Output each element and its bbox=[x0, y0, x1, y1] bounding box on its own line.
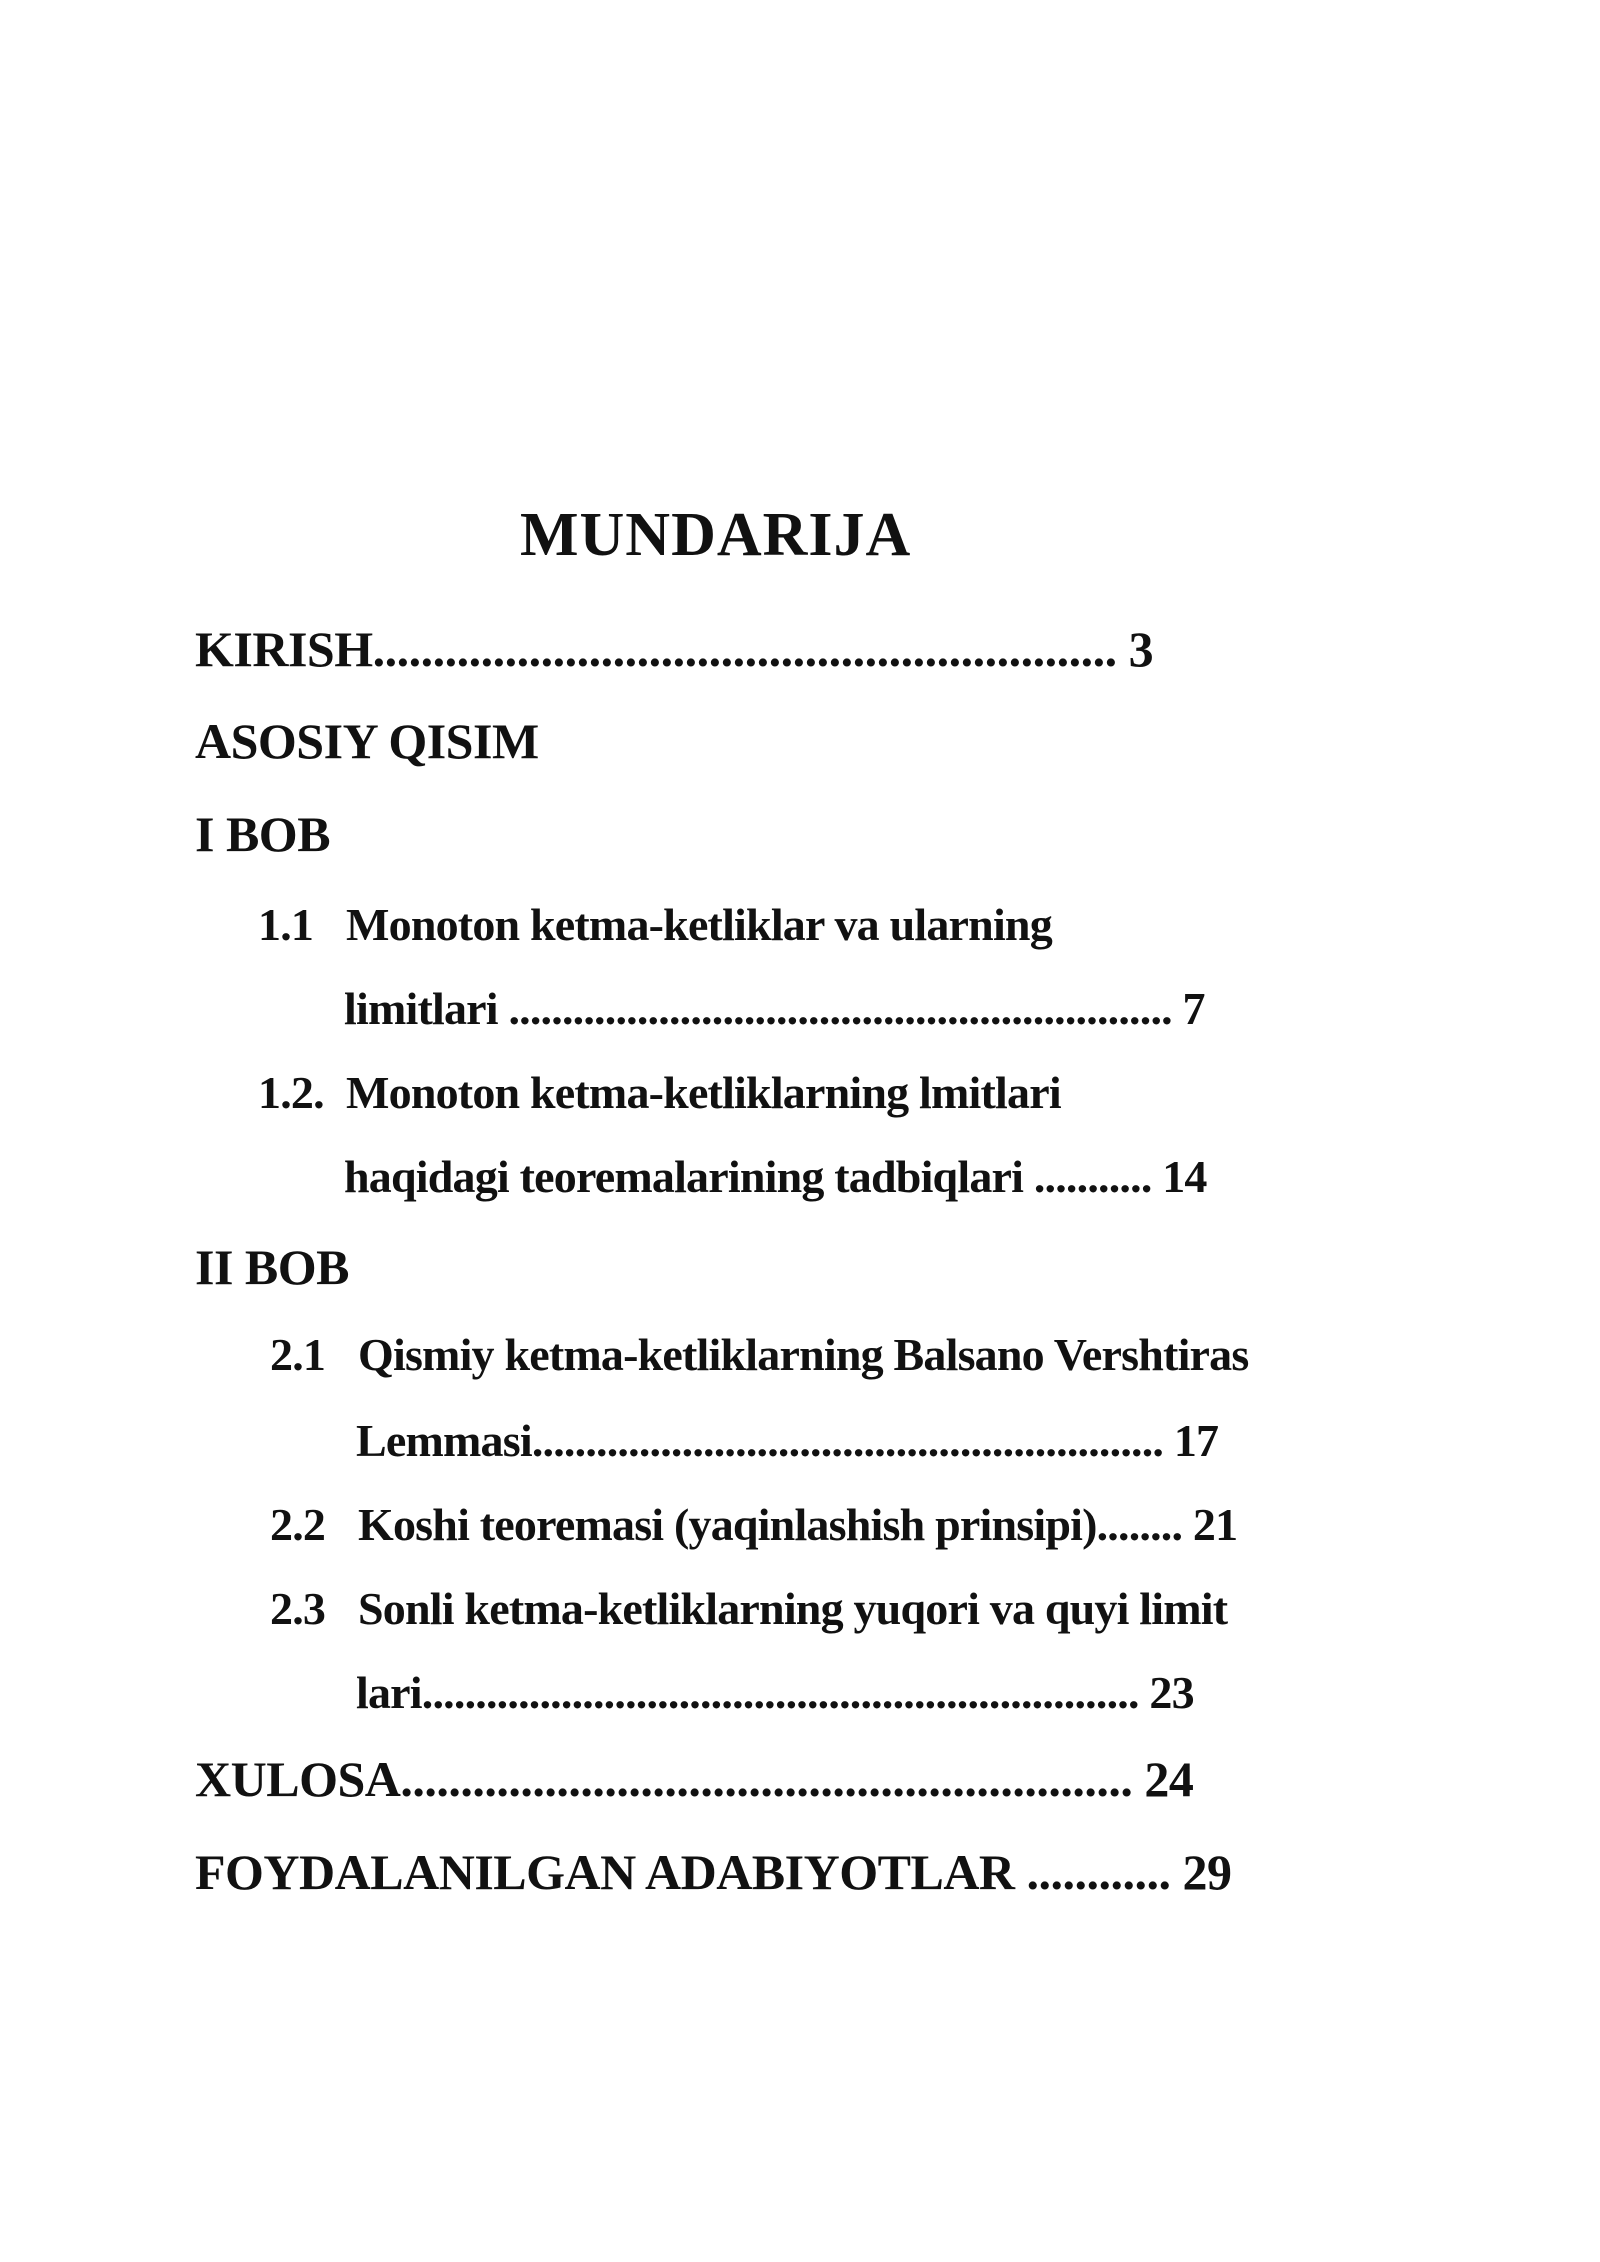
toc-section-1-1-continuation: limitlari .............................................................. 7 bbox=[344, 983, 1205, 1034]
page-title: MUNDARIJA bbox=[520, 501, 912, 569]
toc-entry-bob-2: II BOB bbox=[195, 1239, 350, 1295]
toc-entry-bob-1: I BOB bbox=[195, 806, 331, 862]
toc-section-2-1-title: Qismiy ketma-ketliklarning Balsano Vershtiras bbox=[358, 1329, 1249, 1380]
toc-section-1-2-number: 1.2. bbox=[258, 1067, 324, 1118]
toc-section-2-1-continuation: Lemmasi........................................................... 17 bbox=[356, 1415, 1219, 1466]
toc-entry-asosiy-qisim: ASOSIY QISIM bbox=[195, 713, 539, 769]
toc-section-1-2-title: Monoton ketma-ketliklarning lmitlari bbox=[346, 1067, 1061, 1118]
toc-section-2-3-title: Sonli ketma-ketliklarning yuqori va quyi limit bbox=[358, 1583, 1228, 1634]
toc-section-1-2-continuation: haqidagi teoremalarining tadbiqlari ........... 14 bbox=[344, 1151, 1207, 1202]
toc-section-1-1-number: 1.1 bbox=[258, 899, 314, 950]
toc-entry-kirish: KIRISH.............................................................. 3 bbox=[195, 621, 1154, 677]
toc-entry-foydalanilgan-adabiyotlar: FOYDALANILGAN ADABIYOTLAR ............ 29 bbox=[195, 1844, 1232, 1900]
toc-section-1-1-title: Monoton ketma-ketliklar va ularning bbox=[346, 899, 1052, 950]
toc-section-2-2-title: Koshi teoremasi (yaqinlashish prinsipi)........ 21 bbox=[358, 1499, 1238, 1550]
toc-section-2-3-number: 2.3 bbox=[270, 1583, 326, 1634]
toc-entry-xulosa: XULOSA............................................................. 24 bbox=[195, 1751, 1194, 1807]
toc-section-2-3-continuation: lari................................................................... 23 bbox=[356, 1667, 1194, 1718]
toc-section-2-1-number: 2.1 bbox=[270, 1329, 326, 1380]
toc-section-2-2-number: 2.2 bbox=[270, 1499, 326, 1550]
